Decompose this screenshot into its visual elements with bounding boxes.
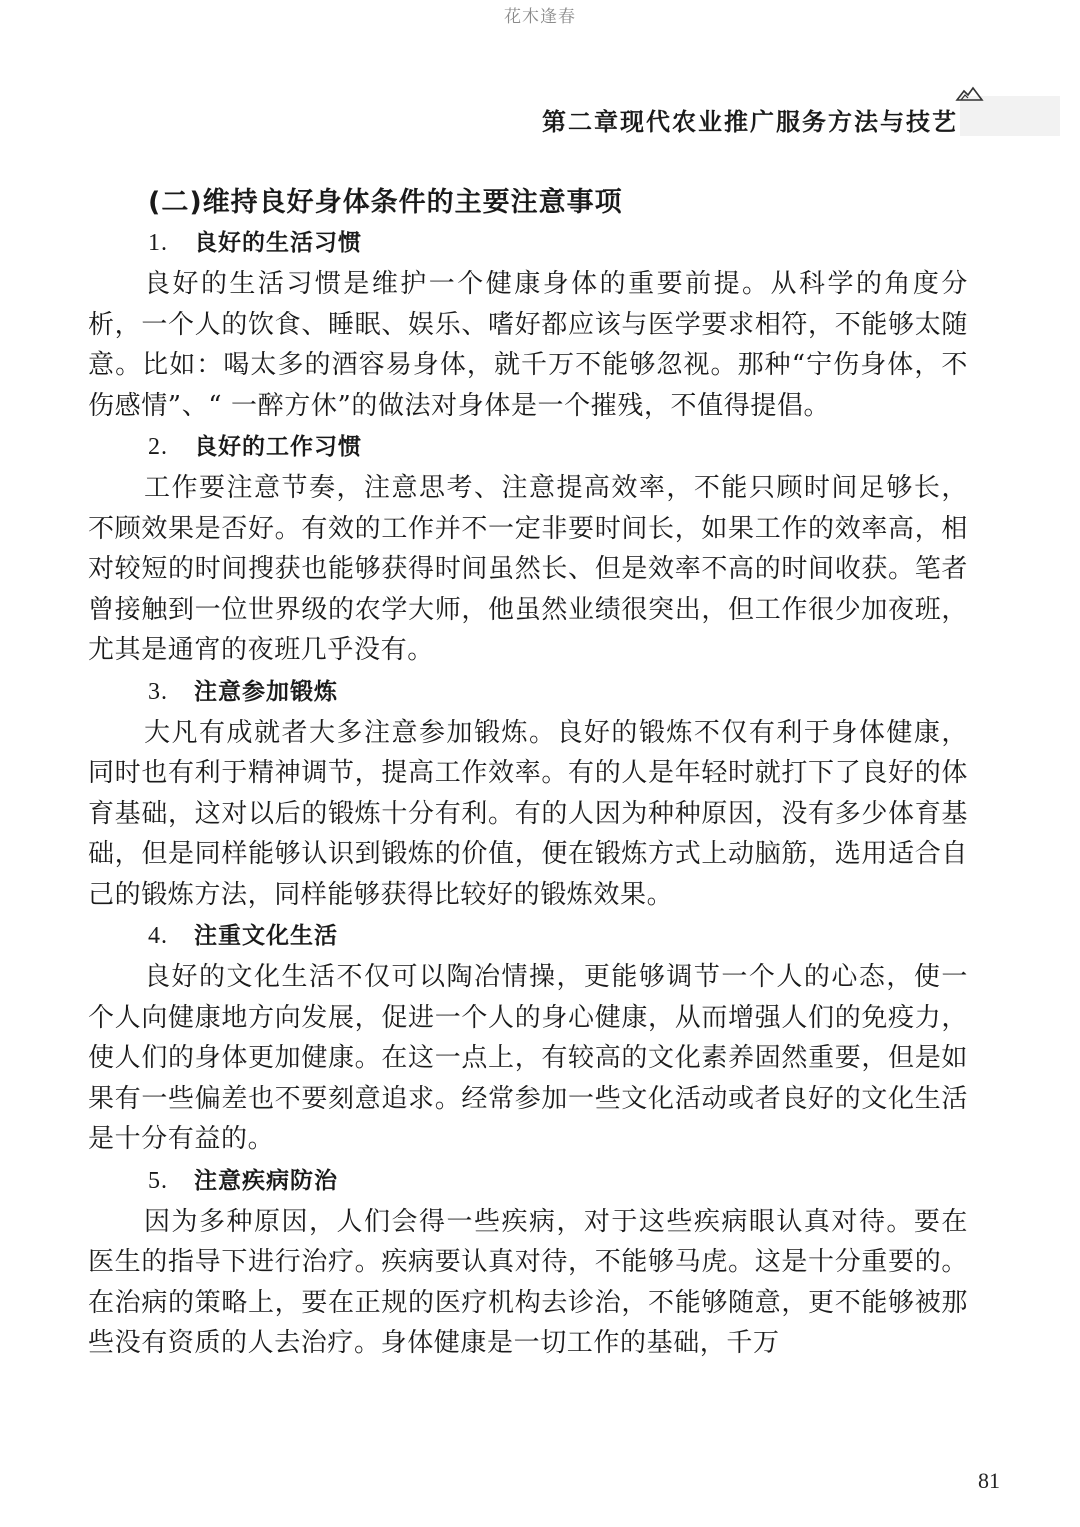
item-paragraph-4: 良好的文化生活不仅可以陶冶情操，更能够调节一个人的心态，使一个人向健康地方向发展，促进一个人的身心健康，从而增强人们的免疫力，使人们的身体更加健康。在这一点上，有较高的文化素养固然重要，但是如果有一些偏差也不要刻意追求。经常参加一些文化活动或者良好的文化生活是十分有益的。: [88, 962, 968, 1154]
item-number: 5.: [148, 1167, 168, 1194]
item-paragraph-3: 大凡有成就者大多注意参加锻炼。良好的锻炼不仅有利于身体健康，同时也有利于精神调节，提高工作效率。有的人是年轻时就打下了良好的体育基础，这对以后的锻炼十分有利。有的人因为种种原因，没有多少体育基础，但是同样能够认识到锻炼的价值，便在锻炼方式上动脑筋，选用适合自己的锻炼方法，同样能够获得比较好的锻炼效果。: [88, 717, 968, 910]
item-title: 良好的工作习惯: [194, 434, 362, 460]
item-heading-2: [148, 426, 968, 468]
item-paragraph-5: 因为多种原因，人们会得一些疾病，对于这些疾病眼认真对待。要在医生的指导下进行治疗。疾病要认真对待，不能够马虎。这是十分重要的。在治病的策略上，要在正规的医疗机构去诊治，不能够随意，更不能够被那些没有资质的人去治疗。身体健康是一切工作的基础，千万: [88, 1206, 968, 1358]
item-paragraph-2: 工作要注意节奏，注意思考、注意提高效率，不能只顾时间足够长，不顾效果是否好。有效的工作并不一定非要时间长，如果工作的效率高，相对较短的时间搜获也能够获得时间虽然长、但是效率不高的时间收获。笔者曾接触到一位世界级的农学大师，他虽然业绩很突出，但工作很少加夜班，尤其是通宵的夜班几乎没有。: [88, 473, 968, 665]
mountain-ornament-icon: [955, 84, 985, 104]
item-heading-4: [148, 915, 968, 957]
item-title: 良好的生活习惯: [194, 230, 362, 256]
item-title: 注意参加锻炼: [194, 678, 338, 705]
item-heading-1: [148, 222, 968, 264]
item-number: 2.: [148, 434, 168, 460]
page-body: [88, 184, 968, 1364]
item-heading-5: [148, 1160, 968, 1202]
section-heading: (二)维持良好身体条件的主要注意事项: [148, 187, 623, 218]
item-title: 注重文化生活: [194, 923, 338, 949]
item-title: 注意疾病防治: [194, 1167, 338, 1194]
item-number: 4.: [148, 923, 168, 949]
item-paragraph-1: 良好的生活习惯是维护一个健康身体的重要前提。从科学的角度分析，一个人的饮食、睡眠、娱乐、嗜好都应该与医学要求相符，不能够太随意。比如：喝太多的酒容易身体，就千万不能够忽视。那种“宁伤身体，不伤感情”、“ 一醉方休”的做法对身体是一个摧残，不值得提倡。: [88, 269, 968, 421]
watermark-text: 花木逢春: [504, 7, 576, 27]
chapter-header: 第二章现代农业推广服务方法与技艺: [542, 107, 958, 136]
page-number: 81: [978, 1468, 1000, 1493]
item-number: 1.: [148, 230, 168, 256]
item-heading-3: [148, 671, 968, 713]
item-number: 3.: [148, 678, 168, 705]
